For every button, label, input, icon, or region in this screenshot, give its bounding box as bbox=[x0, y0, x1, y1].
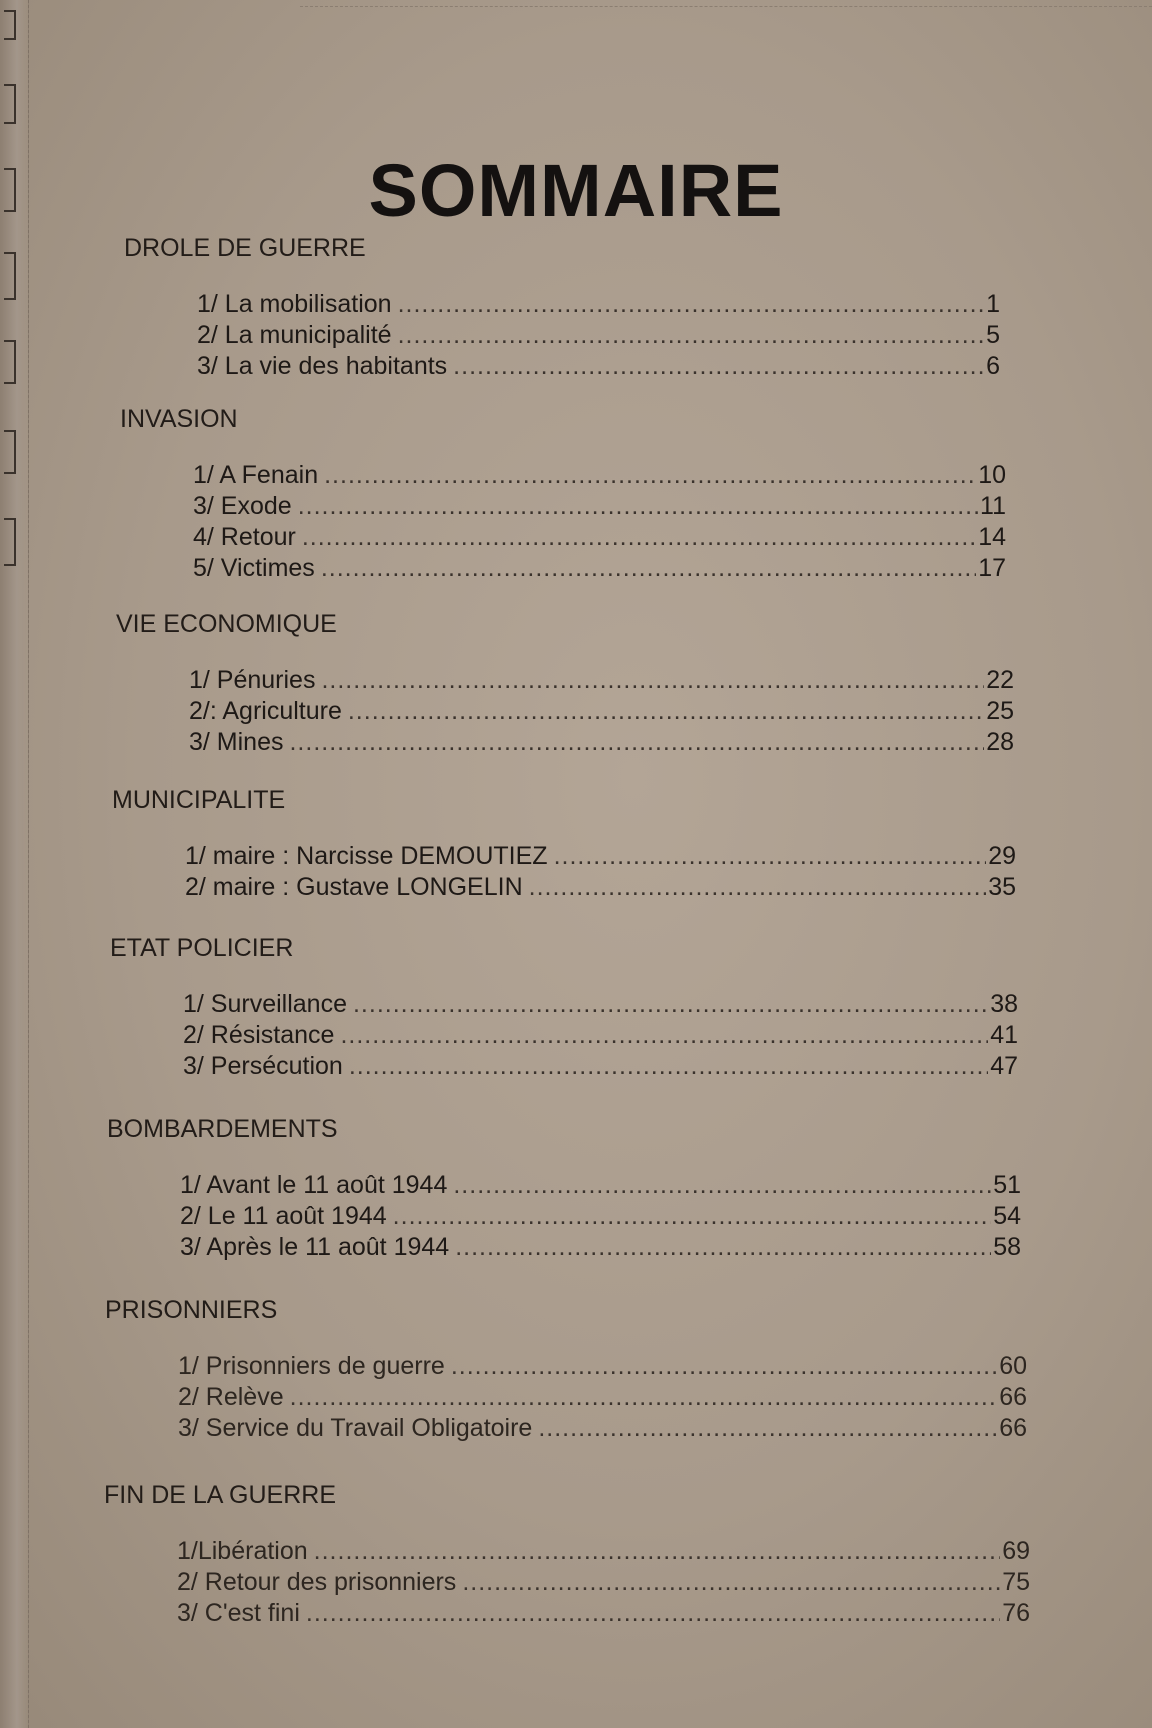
entry-label: 1/ A Fenain bbox=[193, 461, 319, 489]
entry-page: 47 bbox=[990, 1052, 1018, 1080]
toc-section bbox=[104, 1481, 1030, 1629]
entry-label: 1/ Surveillance bbox=[183, 990, 347, 1018]
entry-label: 3/ Exode bbox=[193, 492, 292, 520]
toc-entry[interactable] bbox=[189, 727, 1014, 758]
entry-label: 5/ Victimes bbox=[193, 554, 315, 582]
binding-mark bbox=[4, 10, 16, 40]
toc-section bbox=[124, 234, 1000, 382]
dot-leader bbox=[321, 553, 976, 584]
toc-section bbox=[107, 1115, 1021, 1263]
entry-page: 28 bbox=[986, 728, 1014, 756]
binding-mark bbox=[4, 430, 16, 474]
page-binding-edge bbox=[0, 0, 29, 1728]
dot-leader bbox=[349, 1051, 988, 1082]
toc-entry[interactable] bbox=[193, 553, 1006, 584]
entry-list bbox=[185, 841, 1016, 903]
dot-leader bbox=[529, 872, 987, 903]
toc-entry[interactable] bbox=[180, 1232, 1021, 1263]
toc-section bbox=[120, 405, 1006, 584]
entry-label: 4/ Retour bbox=[193, 523, 296, 551]
toc-section bbox=[105, 1296, 1027, 1444]
entry-page: 76 bbox=[1002, 1599, 1030, 1627]
toc-section bbox=[116, 610, 1014, 758]
toc-entry[interactable] bbox=[180, 1201, 1021, 1232]
toc-entry[interactable] bbox=[185, 872, 1016, 903]
dot-leader bbox=[453, 351, 984, 382]
entry-page: 38 bbox=[990, 990, 1018, 1018]
entry-page: 1 bbox=[986, 290, 1000, 318]
entry-label: 2/ Le 11 août 1944 bbox=[180, 1202, 387, 1230]
entry-page: 54 bbox=[993, 1202, 1021, 1230]
entry-list bbox=[193, 460, 1006, 584]
dot-leader bbox=[324, 460, 976, 491]
entry-label: 2/ Relève bbox=[178, 1383, 284, 1411]
entry-page: 58 bbox=[993, 1233, 1021, 1261]
dot-leader bbox=[314, 1536, 1001, 1567]
dot-leader bbox=[306, 1598, 1000, 1629]
binding-mark bbox=[4, 84, 16, 124]
entry-label: 2/ Retour des prisonniers bbox=[177, 1568, 457, 1596]
entry-page: 11 bbox=[980, 492, 1006, 520]
entry-page: 35 bbox=[988, 873, 1016, 901]
entry-list bbox=[197, 289, 1000, 382]
dot-leader bbox=[554, 841, 987, 872]
entry-list bbox=[177, 1536, 1030, 1629]
toc-entry[interactable] bbox=[189, 665, 1014, 696]
entry-page: 69 bbox=[1002, 1537, 1030, 1565]
toc-entry[interactable] bbox=[177, 1536, 1030, 1567]
dot-leader bbox=[398, 320, 985, 351]
page-title: SOMMAIRE bbox=[368, 148, 784, 232]
dot-leader bbox=[289, 727, 984, 758]
toc-entry[interactable] bbox=[185, 841, 1016, 872]
toc-section bbox=[110, 934, 1018, 1082]
dot-leader bbox=[353, 989, 988, 1020]
toc-entry[interactable] bbox=[197, 289, 1000, 320]
entry-label: 3/ La vie des habitants bbox=[197, 352, 448, 380]
section-heading: FIN DE LA GUERRE bbox=[104, 1481, 336, 1509]
toc-entry[interactable] bbox=[193, 491, 1006, 522]
entry-page: 41 bbox=[990, 1021, 1018, 1049]
toc-entry[interactable] bbox=[177, 1567, 1030, 1598]
section-heading: MUNICIPALITE bbox=[112, 786, 286, 814]
entry-list bbox=[183, 989, 1018, 1082]
entry-label: 3/ Mines bbox=[189, 728, 284, 756]
entry-page: 66 bbox=[999, 1414, 1027, 1442]
entry-page: 17 bbox=[978, 554, 1006, 582]
entry-label: 3/ Service du Travail Obligatoire bbox=[178, 1414, 533, 1442]
entry-page: 6 bbox=[986, 352, 1000, 380]
entry-page: 66 bbox=[999, 1383, 1027, 1411]
dot-leader bbox=[453, 1170, 991, 1201]
dot-leader bbox=[348, 696, 984, 727]
section-heading: PRISONNIERS bbox=[105, 1296, 278, 1324]
section-heading: ETAT POLICIER bbox=[110, 934, 294, 962]
entry-page: 14 bbox=[978, 523, 1006, 551]
dot-leader bbox=[321, 665, 984, 696]
dot-leader bbox=[298, 491, 978, 522]
toc-entry[interactable] bbox=[193, 460, 1006, 491]
section-heading: DROLE DE GUERRE bbox=[124, 234, 366, 262]
page-top-edge bbox=[300, 6, 1152, 7]
toc-entry[interactable] bbox=[197, 351, 1000, 382]
entry-label: 2/: Agriculture bbox=[189, 697, 342, 725]
dot-leader bbox=[340, 1020, 988, 1051]
toc-entry[interactable] bbox=[193, 522, 1006, 553]
entry-label: 2/ La municipalité bbox=[197, 321, 392, 349]
entry-label: 1/ maire : Narcisse DEMOUTIEZ bbox=[185, 842, 548, 870]
binding-mark bbox=[4, 252, 16, 300]
toc-entry[interactable] bbox=[183, 989, 1018, 1020]
entry-label: 1/ Prisonniers de guerre bbox=[178, 1352, 445, 1380]
entry-page: 75 bbox=[1002, 1568, 1030, 1596]
entry-label: 1/Libération bbox=[177, 1537, 308, 1565]
entry-label: 1/ Avant le 11 août 1944 bbox=[180, 1171, 448, 1199]
entry-page: 60 bbox=[999, 1352, 1027, 1380]
entry-page: 51 bbox=[993, 1171, 1021, 1199]
toc-section bbox=[112, 786, 1016, 903]
entry-label: 3/ Après le 11 août 1944 bbox=[180, 1233, 450, 1261]
toc-entry[interactable] bbox=[180, 1170, 1021, 1201]
section-heading: VIE ECONOMIQUE bbox=[116, 610, 337, 638]
entry-list bbox=[189, 665, 1014, 758]
entry-label: 3/ C'est fini bbox=[177, 1599, 300, 1627]
dot-leader bbox=[451, 1351, 997, 1382]
entry-label: 2/ maire : Gustave LONGELIN bbox=[185, 873, 523, 901]
dot-leader bbox=[302, 522, 976, 553]
section-heading: INVASION bbox=[120, 405, 238, 433]
dot-leader bbox=[393, 1201, 992, 1232]
toc-entry[interactable] bbox=[177, 1598, 1030, 1629]
section-heading: BOMBARDEMENTS bbox=[107, 1115, 338, 1143]
entry-label: 1/ La mobilisation bbox=[197, 290, 392, 318]
entry-label: 2/ Résistance bbox=[183, 1021, 335, 1049]
entry-list bbox=[178, 1351, 1027, 1444]
dot-leader bbox=[398, 289, 985, 320]
entry-list bbox=[180, 1170, 1021, 1263]
entry-page: 22 bbox=[986, 666, 1014, 694]
toc-entry[interactable] bbox=[183, 1020, 1018, 1051]
dot-leader bbox=[290, 1382, 998, 1413]
toc-entry[interactable] bbox=[178, 1413, 1027, 1444]
entry-label: 3/ Persécution bbox=[183, 1052, 343, 1080]
toc-entry[interactable] bbox=[178, 1382, 1027, 1413]
binding-mark bbox=[4, 518, 16, 566]
dot-leader bbox=[462, 1567, 1000, 1598]
toc-entry[interactable] bbox=[183, 1051, 1018, 1082]
toc-entry[interactable] bbox=[189, 696, 1014, 727]
entry-page: 25 bbox=[986, 697, 1014, 725]
entry-page: 29 bbox=[988, 842, 1016, 870]
toc-entry[interactable] bbox=[178, 1351, 1027, 1382]
dot-leader bbox=[455, 1232, 991, 1263]
binding-mark bbox=[4, 340, 16, 384]
toc-entry[interactable] bbox=[197, 320, 1000, 351]
entry-label: 1/ Pénuries bbox=[189, 666, 316, 694]
entry-page: 10 bbox=[978, 461, 1006, 489]
entry-page: 5 bbox=[986, 321, 1000, 349]
dot-leader bbox=[538, 1413, 997, 1444]
